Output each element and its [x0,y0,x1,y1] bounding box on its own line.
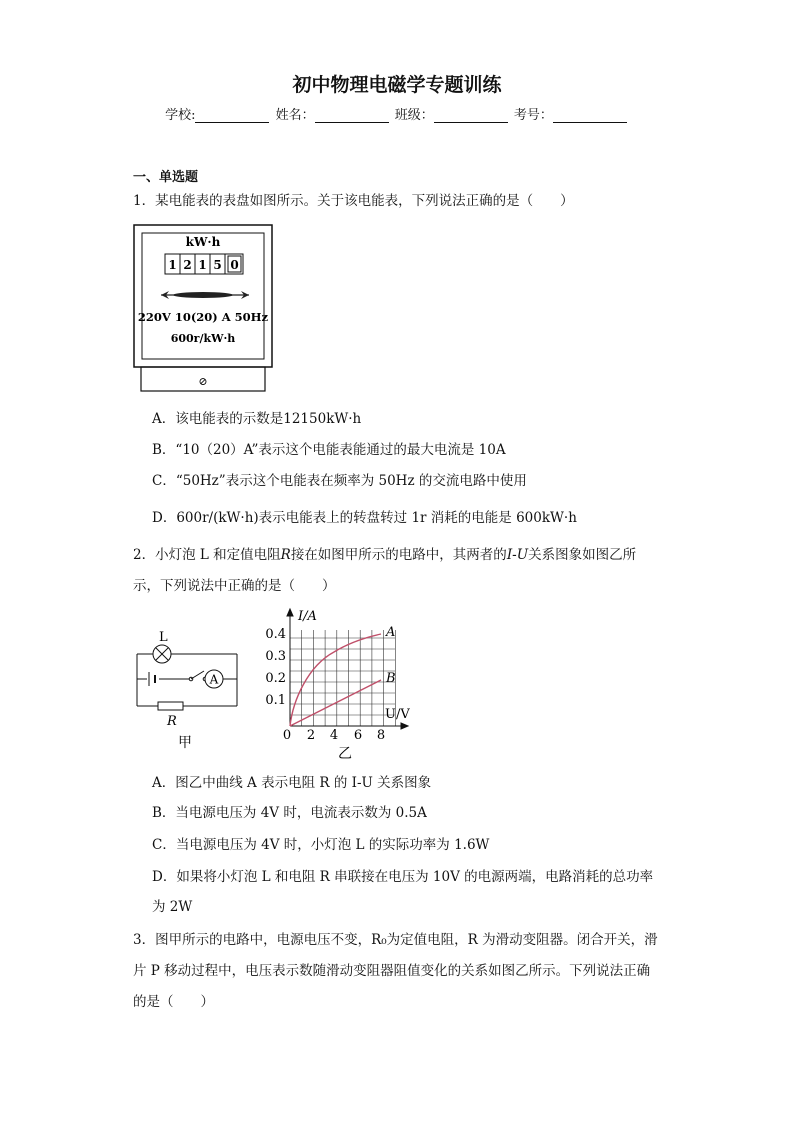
curve-b-label: B [386,671,396,686]
x-axis-label: U/V [385,707,410,722]
x-tick-label: 8 [376,728,386,743]
q2-option-b: B．当电源电压为 4V 时，电流表示数为 0.5A [152,805,427,821]
exam-number-blank [553,109,627,123]
resistor-icon [158,702,183,710]
ammeter-label: A [209,672,219,687]
name-label: 姓名： [275,108,315,123]
variable-r: R [280,547,291,563]
meter-constant: 600r/kW·h [170,332,236,345]
y-axis-label: I/A [298,609,317,624]
q3-stem: 3．图甲所示的电路中，电源电压不变，R₀为定值电阻，R 为滑动变阻器。闭合开关，滑片 P 移动过程中，电压表示数随滑动变阻器阻值变化的关系如图乙所示。下列说法正确的是（ ） [133,932,658,1010]
y-tick-label: 0.2 [265,671,286,686]
student-info-line [0,104,794,123]
q1-stem: 1．某电能表的表盘如图所示。关于该电能表，下列说法正确的是（ ） [133,193,574,209]
electric-meter-figure [133,224,273,392]
class-label: 班级： [394,108,434,123]
q2-option-c: C．当电源电压为 4V 时，小灯泡 L 的实际功率为 1.6W [152,837,490,853]
class-blank [434,109,508,123]
y-tick-label: 0.1 [265,693,286,708]
switch-icon [189,671,207,681]
x-tick-label: 2 [306,728,316,743]
school-blank [195,109,269,123]
exam-number-label: 考号： [513,108,553,123]
meter-spec: 220V 10(20) A 50Hz [137,310,269,324]
name-blank [315,109,389,123]
graph-caption: 乙 [338,746,352,762]
y-tick-label: 0.3 [265,649,286,664]
q1-option-d: D．600r/(kW·h)表示电能表上的转盘转过 1r 消耗的电能是 600kW·h [152,510,577,526]
resistor-label: R [167,714,177,729]
q2-option-a: A．图乙中曲线 A 表示电阻 R 的 I-U 关系图象 [152,775,432,791]
screw-icon: ⊘ [198,375,208,388]
meter-unit: kW·h [185,235,221,249]
x-tick-label: 4 [329,728,339,743]
q2-figure [133,604,423,764]
q1-option-c: C．“50Hz”表示这个电能表在频率为 50Hz 的交流电路中使用 [152,473,527,489]
meter-digit: 0 [230,258,239,272]
school-label: 学校: [165,108,196,123]
variable-iu: I-U [506,547,529,563]
lamp-icon [153,645,171,663]
meter-digit: 2 [183,258,192,272]
q1-option-b: B．“10（20）A”表示这个电能表能通过的最大电流是 10A [152,442,506,458]
turntable-arrow-icon [161,291,249,299]
curve-a-label: A [386,625,396,640]
battery-icon [149,672,155,686]
document-title: 初中物理电磁学专题训练 [292,74,502,96]
meter-digit: 5 [213,258,222,272]
graph-grid [290,630,395,726]
ammeter-icon [205,670,223,688]
x-tick-label: 6 [353,728,363,743]
lamp-label: L [159,630,168,645]
curve-a [290,634,381,726]
q2-option-d: D．如果将小灯泡 L 和电阻 R 串联接在电压为 10V 的电源两端，电路消耗的总功率为 2W [152,869,654,915]
meter-digit: 1 [168,258,177,272]
curve-b [290,680,381,726]
x-tick-label: 0 [282,728,292,743]
section-heading: 一、单选题 [133,170,199,185]
meter-digit: 1 [198,258,207,272]
q1-option-a: A．该电能表的示数是12150kW·h [152,411,362,427]
y-tick-label: 0.4 [265,627,286,642]
q2-stem: 2．小灯泡 L 和定值电阻R接在如图甲所示的电路中，其两者的I-U关系图象如图乙所示，下列说法中正确的是（ ） [133,547,637,594]
circuit-caption: 甲 [178,735,192,751]
